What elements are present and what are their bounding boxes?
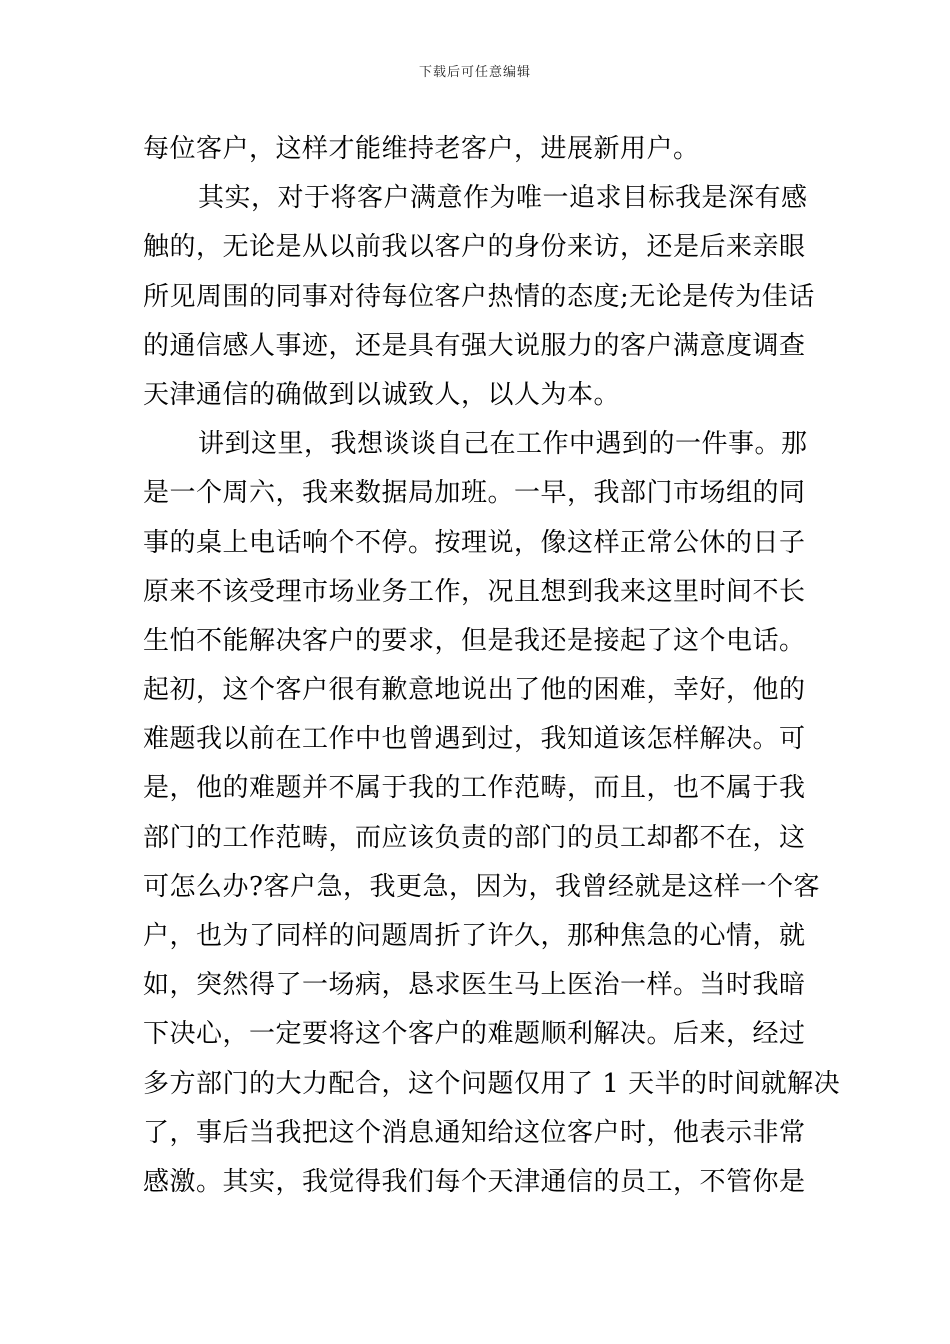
text-line: 户，也为了同样的问题周折了许久，那种焦急的心情，就 bbox=[143, 921, 806, 951]
page-header: 下载后可任意编辑 bbox=[418, 65, 531, 80]
text-line: 了，事后当我把这个消息通知给这位客户时，他表示非常 bbox=[143, 1117, 806, 1148]
text-line: 触的，无论是从以前我以客户的身份来访，还是后来亲眼 bbox=[143, 232, 806, 263]
text-line: 原来不该受理市场业务工作，况且想到我来这里时间不长 bbox=[143, 576, 806, 607]
text-line: 下决心，一定要将这个客户的难题顺利解决。后来，经过 bbox=[143, 1019, 806, 1050]
text-line: 生怕不能解决客户的要求，但是我还是接起了这个电话。 bbox=[143, 625, 806, 656]
text-line: 可怎么办?客户急，我更急，因为，我曾经就是这样一个客 bbox=[143, 871, 820, 902]
text-line: 多方部门的大力配合，这个问题仅用了 1 天半的时间就解决 bbox=[143, 1068, 841, 1099]
text-line: 的通信感人事迹，还是具有强大说服力的客户满意度调查 bbox=[143, 330, 806, 361]
text-line: 难题我以前在工作中也曾遇到过，我知道该怎样解决。可 bbox=[143, 724, 806, 755]
text-line: 是，他的难题并不属于我的工作范畴，而且，也不属于我 bbox=[143, 773, 806, 804]
text-line: 如，突然得了一场病，恳求医生马上医治一样。当时我暗 bbox=[143, 970, 806, 1001]
text-line: 感激。其实，我觉得我们每个天津通信的员工，不管你是 bbox=[143, 1166, 806, 1197]
text-line: 事的桌上电话响个不停。按理说，像这样正常公休的日子 bbox=[143, 527, 806, 558]
text-line: 所见周围的同事对待每位客户热情的态度;无论是传为佳话 bbox=[143, 281, 815, 312]
text-line: 每位客户，这样才能维持老客户，进展新用户。 bbox=[143, 134, 700, 164]
text-line: 部门的工作范畴，而应该负责的部门的员工却都不在，这 bbox=[143, 822, 806, 853]
text-line: 起初，这个客户很有歉意地说出了他的困难，幸好，他的 bbox=[143, 675, 806, 706]
text-line: 天津通信的确做到以诚致人，以人为本。 bbox=[143, 379, 621, 410]
text-line: 其实，对于将客户满意作为唯一追求目标我是深有感 bbox=[198, 183, 808, 214]
text-line: 讲到这里，我想谈谈自己在工作中遇到的一件事。那 bbox=[198, 429, 808, 460]
document-body bbox=[143, 125, 841, 1207]
text-line: 是一个周六，我来数据局加班。一早，我部门市场组的同 bbox=[143, 478, 806, 509]
